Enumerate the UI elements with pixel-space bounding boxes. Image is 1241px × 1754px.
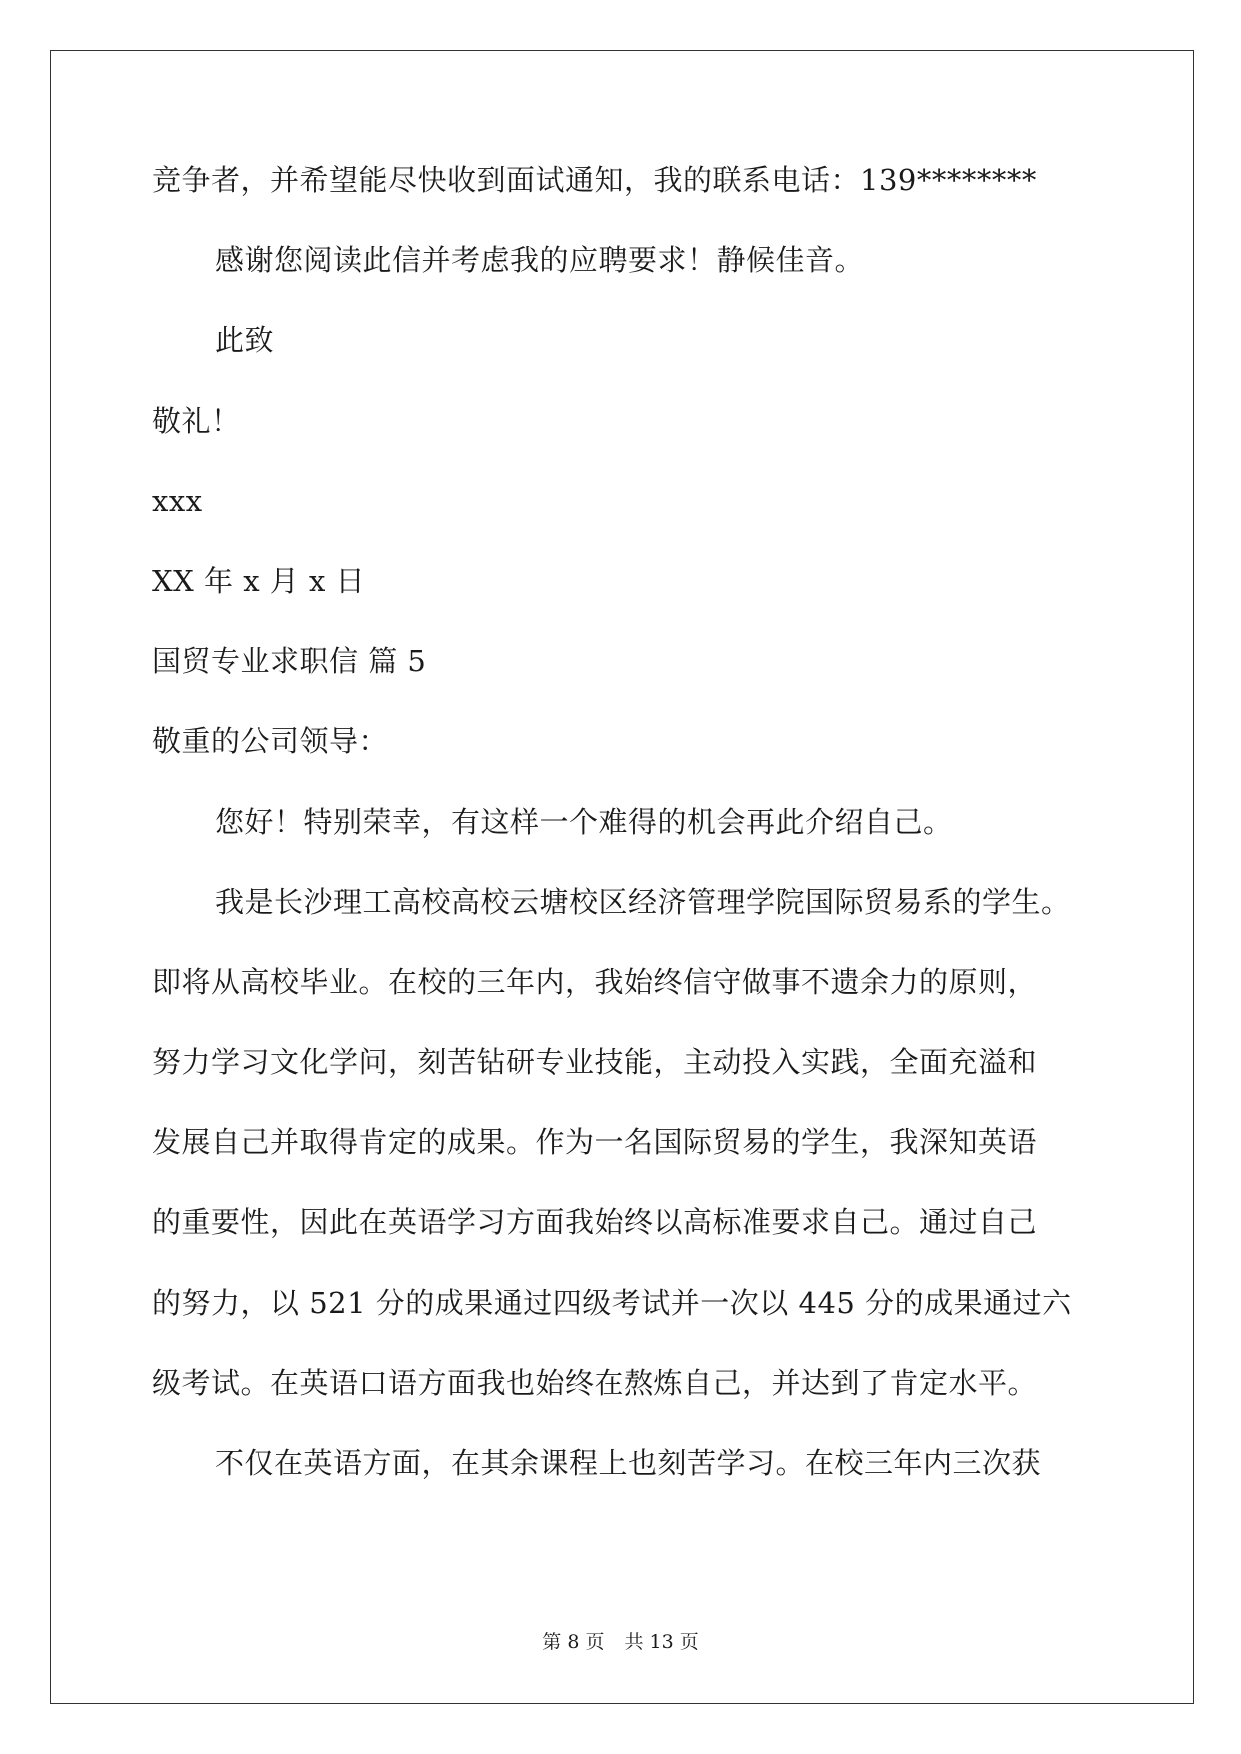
section-heading: 国贸专业求职信 篇 5 [152,644,427,679]
text-line: 发展自己并取得肯定的成果。作为一名国际贸易的学生，我深知英语 [152,1125,1038,1160]
text-line: 的努力，以 521 分的成果通过四级考试并一次以 445 分的成果通过六 [152,1285,1072,1320]
text-line: 感谢您阅读此信并考虑我的应聘要求！静候佳音。 [215,243,865,278]
text-line: 级考试。在英语口语方面我也始终在熬炼自己，并达到了肯定水平。 [152,1365,1038,1400]
text-line: 此致 [215,323,275,358]
text-line: 即将从高校毕业。在校的三年内，我始终信守做事不遗余力的原则， [152,964,1038,999]
text-line: 不仅在英语方面，在其余课程上也刻苦学习。在校三年内三次获 [215,1446,1042,1480]
text-line: 竞争者，并希望能尽快收到面试通知，我的联系电话：139******** [152,163,1037,197]
text-line: 我是长沙理工高校高校云塘校区经济管理学院国际贸易系的学生。 [215,884,1071,919]
text-line: 努力学习文化学问，刻苦钻研专业技能，主动投入实践，全面充溢和 [152,1045,1038,1080]
page-footer [0,1631,1241,1653]
text-line: 的重要性，因此在英语学习方面我始终以高标准要求自己。通过自己 [152,1205,1038,1240]
page-number-current: 第 8 页 [542,1631,605,1653]
text-line: XX 年 x 月 x 日 [152,563,366,598]
document-body [152,165,1092,1528]
text-line: xxx [152,483,203,518]
text-line: 敬礼！ [152,403,241,438]
text-line: 敬重的公司领导： [152,724,389,759]
page-number-total: 共 13 页 [624,1631,699,1653]
text-line: 您好！特别荣幸，有这样一个难得的机会再此介绍自己。 [215,804,953,839]
